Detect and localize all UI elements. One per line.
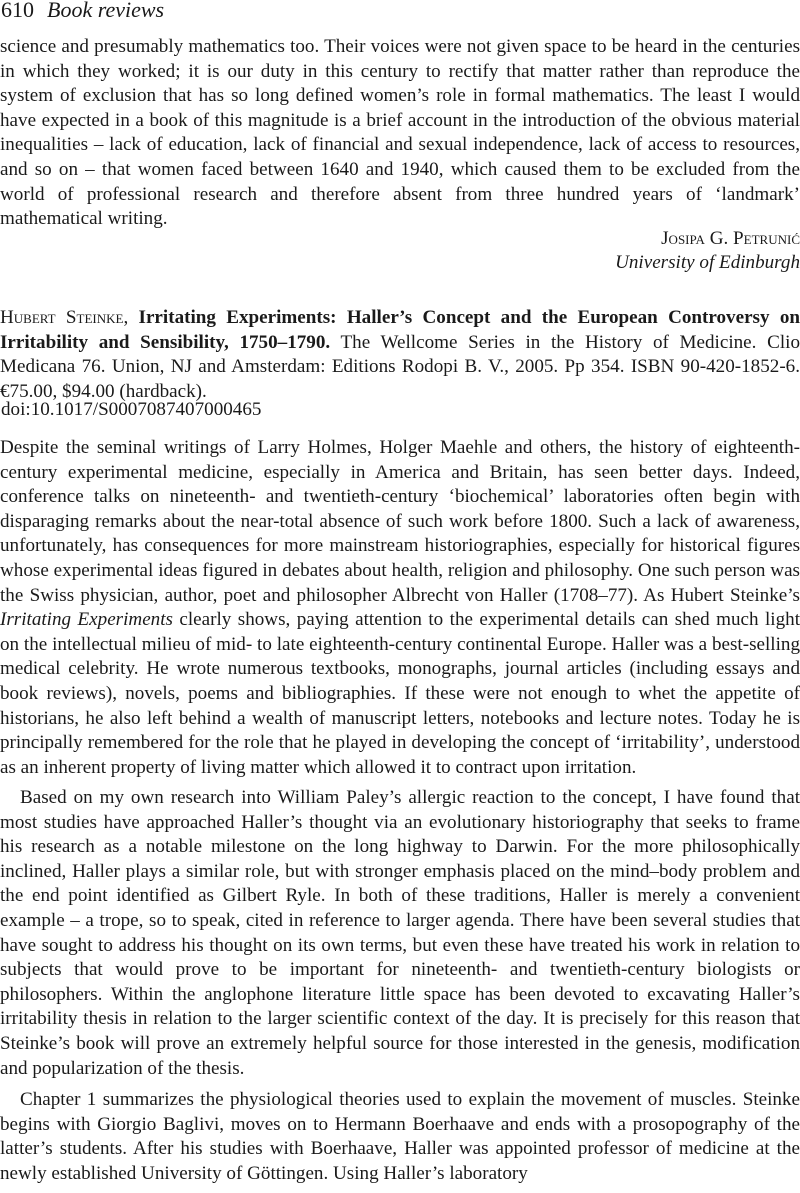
previous-review-closing-paragraph: science and presumably mathematics too. Their voices were not given space to be heard in the centuries in which they worked; it is our duty in this century to rectify that matter rather than reproduce the system of exclusion that has so long defined women’s role in formal mathematics. The least I would have expected in a book of this magnitude is a brief account in the introduction of the obvious material inequalities – lack of education, lack of financial and sexual independence, lack of access to resources, and so on – that women faced between 1640 and 1940, which caused them to be excluded from the world of professional research and therefore absent from three hundred years of ‘landmark’ mathematical writing. (0, 36, 800, 230)
paragraph-1-text-end: clearly shows, paying attention to the experimental details can shed much light on the intellectual milieu of mid- to late eighteenth-century continental Europe. Haller was a best-selling medical celebrity. He wrote numerous textbooks, monographs, journal articles (including essays and book reviews), novels, poems and bibliographies. If these were not enough to whet the appetite of historians, he also left behind a wealth of manuscript letters, notebooks and lecture notes. Today he is principally remembered for the role that he played in developing the concept of ‘irritability’, understood as an inherent property of living matter which allowed it to contract upon irritation. (0, 609, 800, 778)
review-paragraph-1 (0, 436, 800, 780)
publication-details: The Wellcome Series in the History of Medicine. Clio Medicana 76. Union, NJ and Amsterdam: Editions Rodopi B. V., 2005. Pp 354. ISBN 90-420-1852-6. €75.00, $94.00 (hardback). (0, 331, 800, 402)
review-paragraph-2: Based on my own research into William Paley’s allergic reaction to the concept, I have found that most studies have approached Haller’s thought via an evolutionary historiography that seeks to frame his research as a notable milestone on the long highway to Darwin. For the more philosophically inclined, Haller plays a similar role, but with stronger emphasis placed on the mind–body problem and the end point identified as Gilbert Ryle. In both of these traditions, Haller is merely a convenient example – a trope, so to speak, cited in reference to larger agenda. There have been several studies that have sought to address his thought on its own terms, but even these have treated his work in relation to subjects that would prove to be important for nineteenth- and twentieth-century biologists or philosophers. Within the anglophone literature little space has been devoted to excavating Haller’s irritability thesis in relation to the larger scientific context of the day. It is precisely for this reason that Steinke’s book will prove an extremely helpful source for those interested in the genesis, modification and popularization of the thesis. (0, 787, 800, 1079)
paragraph-1-text-start: Despite the seminal writings of Larry Holmes, Holger Maehle and others, the history of eighteenth-century experimental medicine, especially in America and Britain, has seen better days. Indeed, conference talks on nineteenth- and twentieth-century ‘biochemical’ laboratories often begin with disparaging remarks about the near-total absence of such work before 1800. Such a lack of awareness, unfortunately, has consequences for more mainstream historiographies, especially for historical figures whose experimental ideas figured in debates about health, religion and philosophy. One such person was the Swiss physician, author, poet and philosopher Albrecht von Haller (1708–77). As Hubert Steinke’s (0, 437, 800, 606)
paragraph-1-book-title: Irritating Experiments (0, 609, 173, 631)
reviewer-affiliation: University of Edinburgh (615, 252, 800, 273)
doi: doi:10.1017/S0007087407000465 (1, 399, 262, 420)
page-number: 610 (1, 0, 34, 22)
reviewer-name: Josipa G. Petrunić (661, 228, 800, 249)
review-paragraph-3: Chapter 1 summarizes the physiological theories used to explain the movement of muscles. Steinke begins with Giorgio Baglivi, moves on to Hermann Boerhaave and ends with a prosopography of the latter’s students. After his studies with Boerhaave, Haller was appointed professor of medicine at the newly established University of Göttingen. Using Haller’s laboratory (0, 1089, 800, 1184)
running-head-title: Book reviews (47, 0, 165, 22)
review-bibliographic-heading: Hubert Steinke, Irritating Experiments: Haller’s Concept and the European Controversy on Irritability and Sensibility, 1750–1790. The Wellcome Series in the History of Medicine. Clio Medicana 76. Union, NJ and Amsterdam: Editions Rodopi B. V., 2005. Pp 354. ISBN 90-420-1852-6. €75.00, $94.00 (hardback). (0, 307, 800, 402)
book-author: Hubert Steinke (0, 307, 124, 328)
running-head (1, 0, 164, 23)
book-title: Irritating Experiments: Haller’s Concept and the European Controversy on Irritability and Sensibility, 1750–1790. (0, 307, 800, 353)
